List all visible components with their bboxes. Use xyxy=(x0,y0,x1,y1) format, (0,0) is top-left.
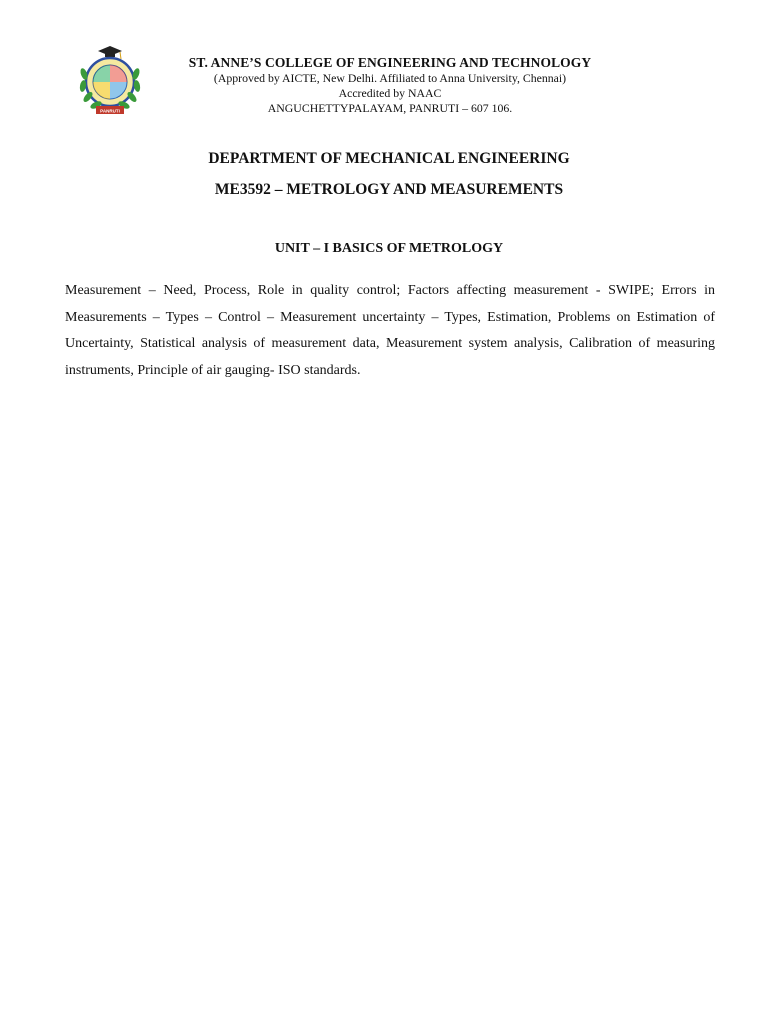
accreditation-line: Accredited by NAAC xyxy=(338,86,442,100)
college-name: ST. ANNE’S COLLEGE OF ENGINEERING AND TECHNOLOGY xyxy=(188,55,592,70)
college-emblem-icon xyxy=(78,44,142,116)
unit-syllabus-paragraph: Measurement – Need, Process, Role in quality control; Factors affecting measurement - SWIPE; Errors in Measurements – Types – Control – Measurement uncertainty – Types, Estimation, Problems on Estimation of Uncertainty, Statistical analysis of measurement data, Measurement system analysis, Calibration of measuring instruments, Principle of air gauging- ISO standards. xyxy=(65,283,715,379)
course-title: ME3592 – METROLOGY AND MEASUREMENTS xyxy=(214,181,564,198)
logo-ribbon-text: PANRUTI xyxy=(100,108,120,114)
college-header xyxy=(150,54,630,116)
unit-title: UNIT – I BASICS OF METROLOGY xyxy=(274,241,504,256)
department-title: DEPARTMENT OF MECHANICAL ENGINEERING xyxy=(208,150,570,167)
address-line: ANGUCHETTYPALAYAM, PANRUTI – 607 106. xyxy=(267,101,513,115)
approval-line: (Approved by AICTE, New Delhi. Affiliated to Anna University, Chennai) xyxy=(213,71,567,85)
